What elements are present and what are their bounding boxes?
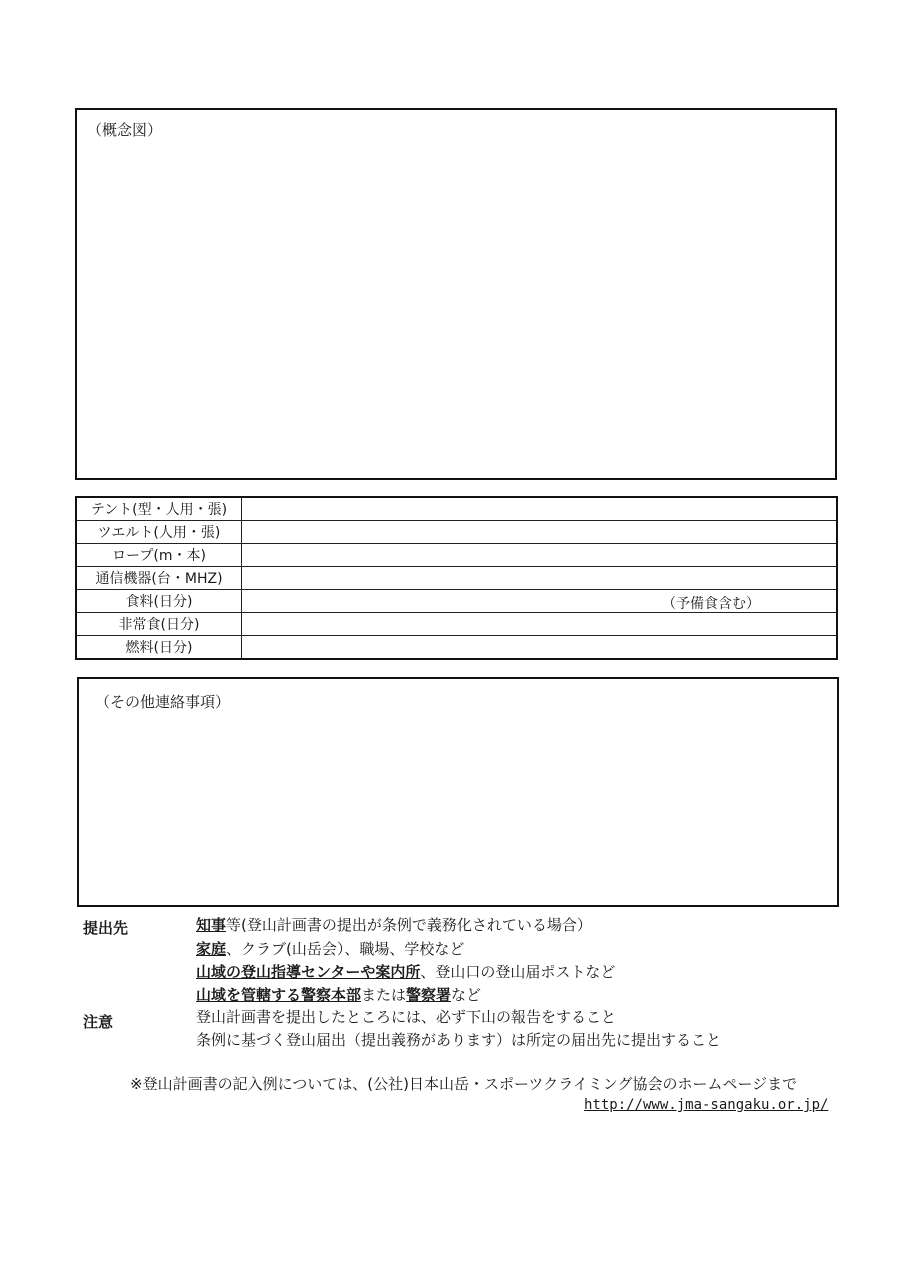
submission-item: [196, 984, 481, 1005]
diagram-box[interactable]: [75, 108, 837, 480]
submission-item: [196, 914, 592, 935]
submission-text: または: [361, 986, 407, 1004]
submission-target: 家庭: [196, 940, 227, 958]
value-field[interactable]: [242, 544, 838, 567]
table-row: [76, 521, 837, 544]
row-label: 非常食(日分): [76, 613, 242, 636]
submission-target: 知事: [196, 916, 227, 934]
value-field[interactable]: [242, 521, 838, 544]
submission-text: 、クラブ(山岳会）、職場、学校など: [226, 940, 465, 958]
row-label: ロープ(m・本): [76, 544, 242, 567]
website-link[interactable]: http://www.jma-sangaku.or.jp/: [584, 1097, 829, 1113]
table-row: [76, 567, 837, 590]
caution-item: 登山計画書を提出したところには、必ず下山の報告をすること: [196, 1008, 617, 1026]
submission-target: 山域の登山指導センターや案内所: [196, 963, 421, 981]
table-row: [76, 497, 837, 521]
other-notes-label: （その他連絡事項）: [95, 693, 231, 711]
row-label: ツエルト(人用・張): [76, 521, 242, 544]
submission-item: [196, 961, 615, 982]
row-label: テント(型・人用・張): [76, 497, 242, 521]
submission-text: など: [451, 986, 482, 1004]
value-field[interactable]: [242, 613, 838, 636]
value-field[interactable]: [242, 590, 838, 613]
row-label: 燃料(日分): [76, 636, 242, 660]
submission-target: 警察署: [406, 986, 452, 1004]
row-label: 食料(日分): [76, 590, 242, 613]
table-row: [76, 590, 837, 613]
value-field[interactable]: [242, 497, 838, 521]
submission-item: [196, 938, 464, 959]
other-notes-box[interactable]: [77, 677, 839, 907]
reserve-food-note: （予備食含む）: [662, 596, 760, 612]
submission-text: 等(登山計画書の提出が条例で義務化されている場合）: [226, 916, 592, 934]
submission-text: 、登山口の登山届ポストなど: [420, 963, 616, 981]
table-row: [76, 544, 837, 567]
diagram-label: （概念図）: [87, 121, 163, 139]
value-field[interactable]: [242, 567, 838, 590]
table-row: [76, 613, 837, 636]
value-field[interactable]: [242, 636, 838, 660]
caution-item: 条例に基づく登山届出（提出義務があります）は所定の届出先に提出すること: [196, 1031, 722, 1049]
table-row: [76, 636, 837, 660]
footer-note: ※登山計画書の記入例については、(公社)日本山岳・スポーツクライミング協会のホームページまで: [130, 1075, 798, 1093]
submission-target: 山域を管轄する警察本部: [196, 986, 362, 1004]
submission-heading: 提出先: [83, 919, 129, 937]
caution-heading: 注意: [83, 1013, 114, 1031]
row-label: 通信機器(台・MHZ): [76, 567, 242, 590]
equipment-table: [75, 496, 838, 660]
